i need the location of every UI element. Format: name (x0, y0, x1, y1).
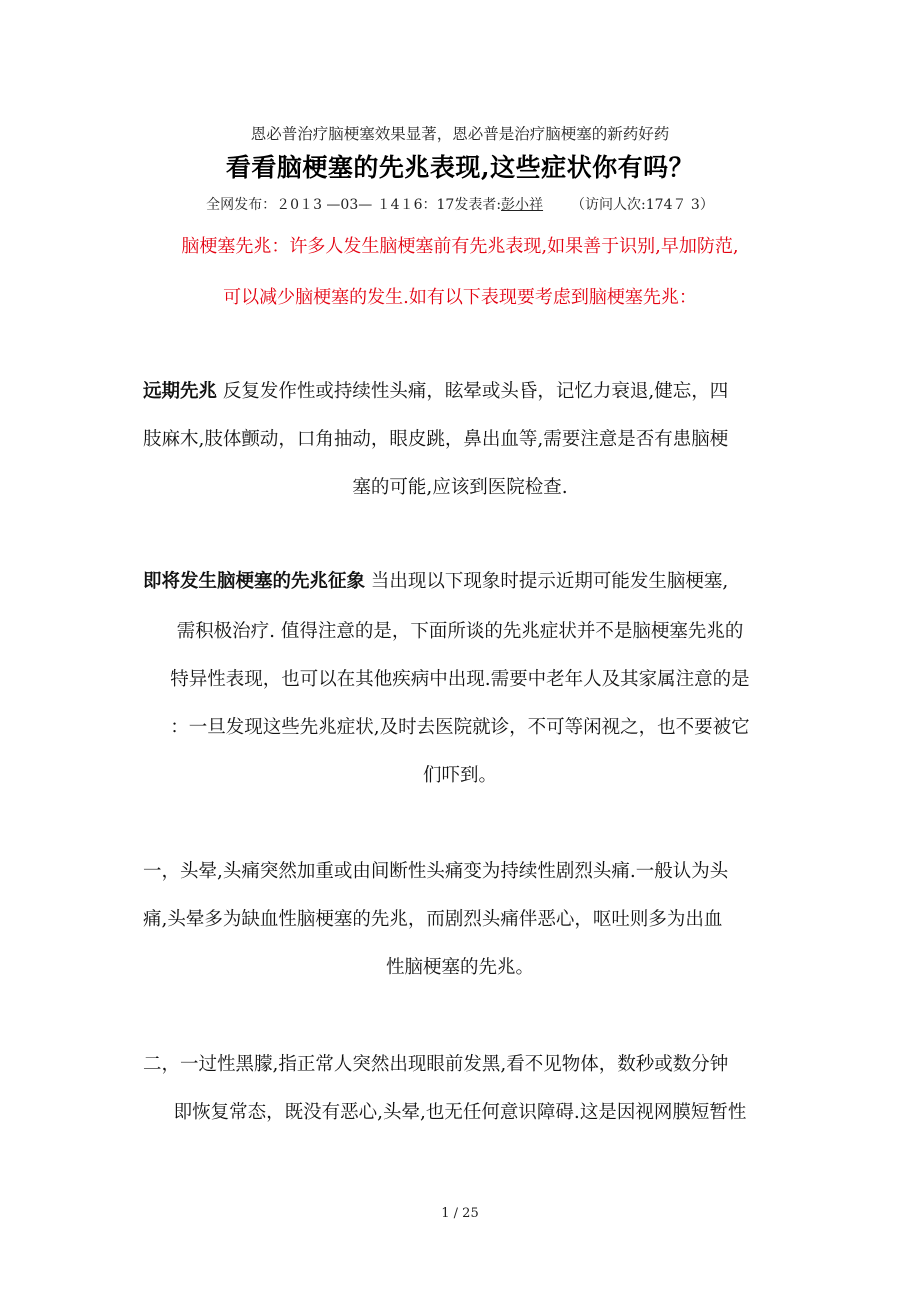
imminent-signs-line-3: 特异性表现，也可以在其他疾病中出现.需要中老年人及其家属注意的是 (170, 669, 750, 690)
published-value: ２0１3 —03— １4１6：17 (276, 197, 455, 213)
author-label: 发表者: (454, 197, 502, 213)
visit-count: （访问人次:174７ 3） (571, 197, 714, 213)
published-label: 全网发布： (206, 197, 277, 213)
author-link[interactable]: 彭小祥 (501, 197, 544, 213)
article-meta (0, 194, 920, 214)
subtitle: 恩必普治疗脑梗塞效果显著，恩必普是治疗脑梗塞的新药好药 (250, 125, 670, 143)
item-one-line-3: 性脑梗塞的先兆。 (385, 957, 534, 978)
imminent-signs-line-1: 即将发生脑梗塞的先兆征象 当出现以下现象时提示近期可能发生脑梗塞, (143, 571, 729, 592)
remote-signs-line-3: 塞的可能,应该到医院检查. (352, 477, 568, 498)
imminent-signs-line-4: ：一旦发现这些先兆症状,及时去医院就诊，不可等闲视之，也不要被它 (170, 717, 750, 738)
remote-signs-line-2: 肢麻木,肢体颤动，口角抽动，眼皮跳，鼻出血等,需要注意是否有患脑梗 (143, 429, 729, 450)
item-one-line-2: 痛,头晕多为缺血性脑梗塞的先兆，而剧烈头痛伴恶心，呕吐则多为出血 (143, 909, 723, 930)
remote-signs-heading: 远期先兆 (143, 381, 218, 402)
intro-line-1: 脑梗塞先兆：许多人发生脑梗塞前有先兆表现,如果善于识别,早加防范, (181, 236, 739, 257)
imminent-signs-line-2: 需积极治疗. 值得注意的是，下面所谈的先兆症状并不是脑梗塞先兆的 (176, 621, 744, 642)
intro-line-2: 可以减少脑梗塞的发生.如有以下表现要考虑到脑梗塞先兆： (223, 287, 697, 308)
item-two-line-2: 即恢复常态，既没有恶心,头晕,也无任何意识障碍.这是因视网膜短暂性 (173, 1102, 747, 1123)
imminent-signs-heading: 即将发生脑梗塞的先兆征象 (143, 571, 366, 592)
page-indicator: 1 / 25 (441, 1206, 479, 1221)
item-two-line-1: 二，一过性黑朦,指正常人突然出现眼前发黑,看不见物体，数秒或数分钟 (143, 1054, 729, 1075)
item-one-line-1: 一，头晕,头痛突然加重或由间断性头痛变为持续性剧烈头痛.一般认为头 (143, 861, 729, 882)
remote-signs-line-1: 远期先兆 反复发作性或持续性头痛，眩晕或头昏，记忆力衰退,健忘，四 (143, 381, 729, 402)
page-title: 看看脑梗塞的先兆表现,这些症状你有吗？ (225, 153, 695, 182)
imminent-signs-line-5: 们吓到。 (422, 765, 497, 786)
